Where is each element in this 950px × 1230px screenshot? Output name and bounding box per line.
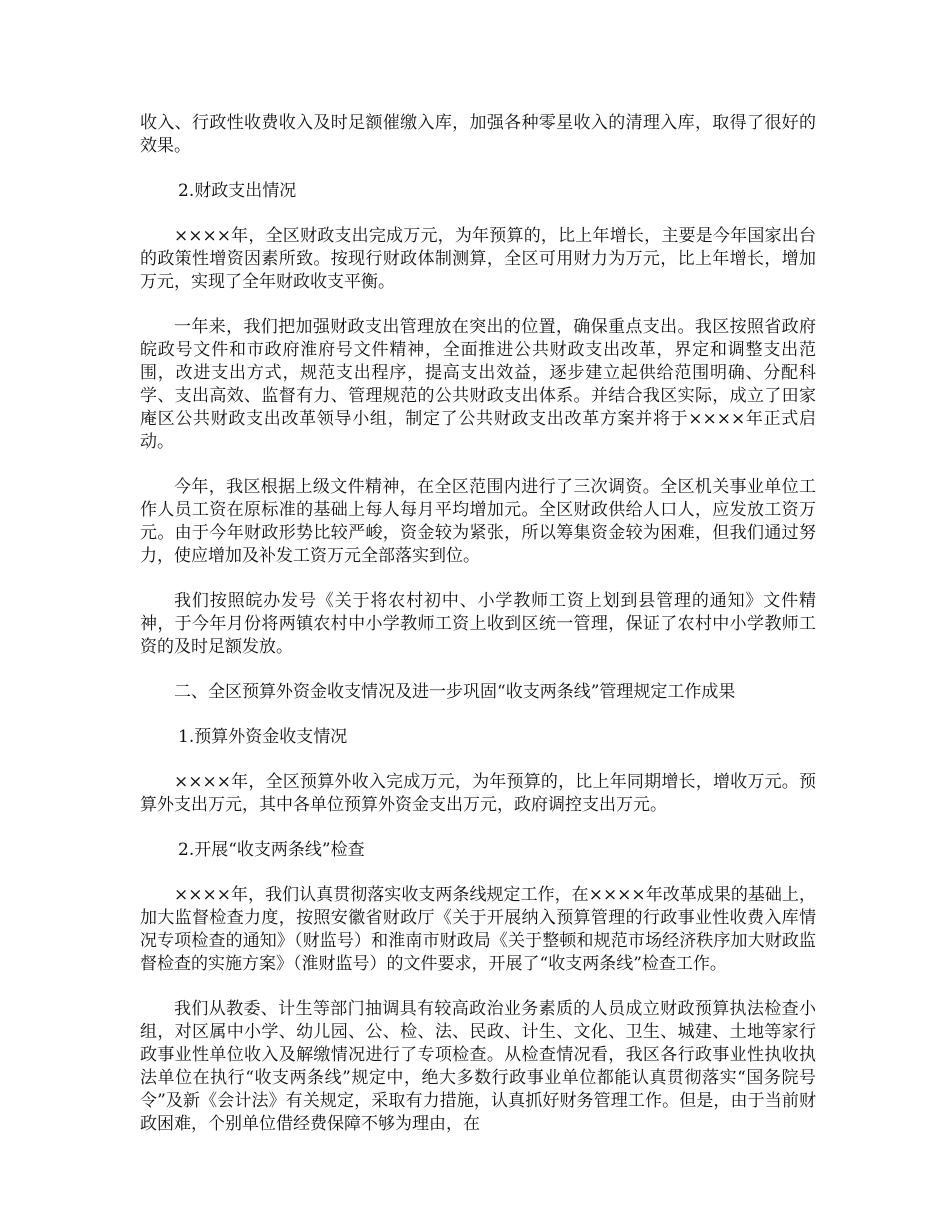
paragraph-continuation: 收入、行政性收费收入及时足额催缴入库，加强各种零星收入的清理入库，取得了很好的效果。 [140,113,816,156]
paragraph-salary-adjustment: 今年，我区根据上级文件精神，在全区范围内进行了三次调资。全区机关事业单位工作人员工资在原标准的基础上每人每月平均增加元。全区财政供给人口人，应发放工资万元。由于今年财政形势比较严峻，资金较为紧张，所以筹集资金较为困难，但我们通过努力，使应增加及补发工资万元全部落实到位。 [140,477,816,566]
section-heading-extrabudgetary: 二、全区预算外资金收支情况及进一步巩固“收支两条线”管理规定工作成果 [174,682,736,702]
paragraph-inspection-basis: ××××年，我们认真贯彻落实收支两条线规定工作，在××××年改革成果的基础上，加大监督检查力度，按照安徽省财政厅《关于开展纳入预算管理的行政事业性收费入库情况专项检查的通知》（财监号）和淮南市财政局《关于整顿和规范市场经济秩序加大财政监督检查的实施方案》（淮财监号）的文件要求，开展了“收支两条线”检查工作。 [140,885,816,974]
subheading-extrabudgetary-funds: 1.预算外资金收支情况 [178,727,348,747]
subheading-two-lines-inspection: 2.开展“收支两条线”检查 [178,840,365,860]
paragraph-expenditure-summary: ××××年，全区财政支出完成万元，为年预算的，比上年增长，主要是今年国家出台的政策性增资因素所致。按现行财政体制测算，全区可用财力为万元，比上年增长，增加万元，实现了全年财政收支平衡。 [140,226,816,292]
subheading-fiscal-expenditure: 2.财政支出情况 [178,181,297,201]
paragraph-extrabudgetary-summary: ××××年，全区预算外收入完成万元，为年预算的，比上年同期增长，增收万元。预算外支出万元，其中各单位预算外资金支出万元，政府调控支出万元。 [140,772,816,815]
paragraph-inspection-results: 我们从教委、计生等部门抽调具有较高政治业务素质的人员成立财政预算执法检查小组，对区属中小学、幼儿园、公、检、法、民政、计生、文化、卫生、城建、土地等家行政事业性单位收入及解缴情况进行了专项检查。从检查情况看，我区各行政事业性执收执法单位在执行“收支两条线”规定中，绝大多数行政事业单位都能认真贯彻落实“国务院号令”及新《会计法》有关规定，采取有力措施，认真抓好财务管理工作。但是，由于当前财政困难，个别单位借经费保障不够为理由，在 [140,999,816,1134]
paragraph-expenditure-reform: 一年来，我们把加强财政支出管理放在突出的位置，确保重点支出。我区按照省政府皖政号文件和市政府淮府号文件精神，全面推进公共财政支出改革，界定和调整支出范围，改进支出方式，规范支出程序，提高支出效益，逐步建立起供给范围明确、分配科学、支出高效、监督有力、管理规范的公共财政支出体系。并结合我区实际，成立了田家庵区公共财政支出改革领导小组，制定了公共财政支出改革方案并将于××××年正式启动。 [140,317,816,452]
document-body [140,112,816,1158]
paragraph-teacher-salary: 我们按照皖办发号《关于将农村初中、小学教师工资上划到县管理的通知》文件精神，于今年月份将两镇农村中小学教师工资上收到区统一管理，保证了农村中小学教师工资的及时足额发放。 [140,591,816,657]
